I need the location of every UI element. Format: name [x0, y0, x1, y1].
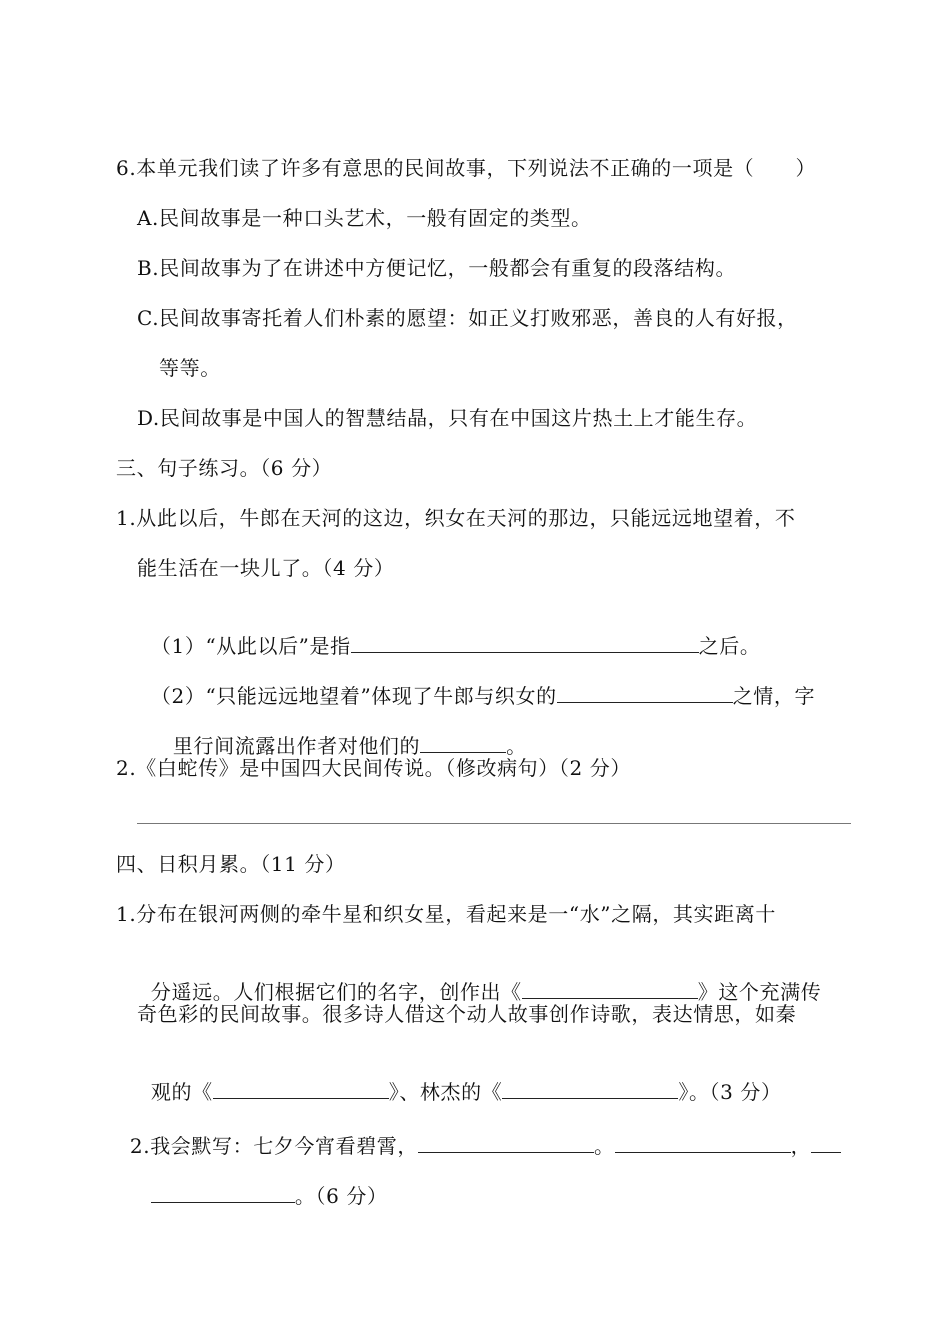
s3-q1-sub1-suffix: 之后。 — [698, 634, 761, 658]
q6-option-c-line1: C.民间故事寄托着人们朴素的愿望：如正义打败邪恶，善良的人有好报， — [137, 306, 798, 330]
answer-blank[interactable] — [502, 1078, 678, 1099]
s4-q2-line2 — [137, 1154, 388, 1210]
section3-heading: 三、句子练习。（6 分） — [116, 456, 333, 480]
answer-blank[interactable] — [811, 1132, 841, 1153]
s3-q2: 2.《白蛇传》是中国四大民间传说。（修改病句）（2 分） — [116, 756, 631, 780]
s4-q2-line1-sep2: ， — [790, 1134, 812, 1158]
answer-blank[interactable] — [557, 682, 733, 703]
s3-q1-sub2-cont — [159, 704, 527, 760]
answer-blank[interactable] — [522, 978, 698, 999]
answer-blank[interactable] — [418, 1132, 594, 1153]
s3-q1-sub1 — [137, 604, 761, 660]
s4-q1-line2-suffix: 》这个充满传 — [697, 980, 822, 1004]
q6-option-a: A.民间故事是一种口头艺术，一般有固定的类型。 — [137, 206, 592, 230]
s4-q2-line1-text: 2.我会默写：七夕今宵看碧霄， — [129, 1134, 419, 1158]
s4-q1-line1: 1.分布在银河两侧的牵牛星和织女星，看起来是一“水”之隔，其实距离十 — [116, 902, 776, 926]
answer-line[interactable] — [137, 823, 851, 824]
s3-q1-sub2-text: （2）“只能远远地望着”体现了牛郎与织女的 — [150, 684, 557, 708]
answer-blank[interactable] — [420, 732, 506, 753]
s3-q1-sub2-cont-suffix: 。 — [506, 734, 527, 758]
q6-option-b: B.民间故事为了在讲述中方便记忆，一般都会有重复的段落结构。 — [137, 256, 737, 280]
answer-blank[interactable] — [351, 632, 699, 653]
s4-q1-line4 — [137, 1050, 782, 1106]
s4-q1-line4-text: 观的《 — [150, 1080, 213, 1104]
answer-blank[interactable] — [615, 1132, 791, 1153]
q6-option-d: D.民间故事是中国人的智慧结晶，只有在中国这片热土上才能生存。 — [137, 406, 758, 430]
s4-q2-line1 — [116, 1104, 841, 1160]
s3-q1-sub1-text: （1）“从此以后”是指 — [150, 634, 351, 658]
s4-q1-line3: 奇色彩的民间故事。很多诗人借这个动人故事创作诗歌，表达情思，如秦 — [137, 1002, 797, 1026]
s4-q1-line2 — [137, 950, 821, 1006]
q6-stem: 6.本单元我们读了许多有意思的民间故事，下列说法不正确的一项是（ ） — [116, 156, 817, 180]
s4-q1-line4-suffix: 》。（3 分） — [678, 1080, 782, 1104]
s4-q2-line1-sep1: 。 — [594, 1134, 615, 1158]
q6-option-c-line2: 等等。 — [159, 356, 221, 380]
s3-q1-sub2-cont-text: 里行间流露出作者对他们的 — [172, 734, 421, 758]
s4-q1-line2-text: 分遥远。人们根据它们的名字，创作出《 — [150, 980, 522, 1004]
answer-blank[interactable] — [151, 1182, 295, 1203]
s3-q1-line2: 能生活在一块儿了。（4 分） — [137, 556, 395, 580]
section4-heading: 四、日积月累。（11 分） — [116, 852, 346, 876]
s3-q1-sub2 — [137, 654, 815, 710]
s3-q1-line1: 1.从此以后，牛郎在天河的这边，织女在天河的那边，只能远远地望着，不 — [116, 506, 796, 530]
answer-blank[interactable] — [213, 1078, 389, 1099]
s4-q2-line2-suffix: 。（6 分） — [294, 1184, 388, 1208]
s4-q1-line4-mid: 》、林杰的《 — [388, 1080, 503, 1104]
s3-q1-sub2-suffix: 之情，字 — [732, 684, 816, 708]
